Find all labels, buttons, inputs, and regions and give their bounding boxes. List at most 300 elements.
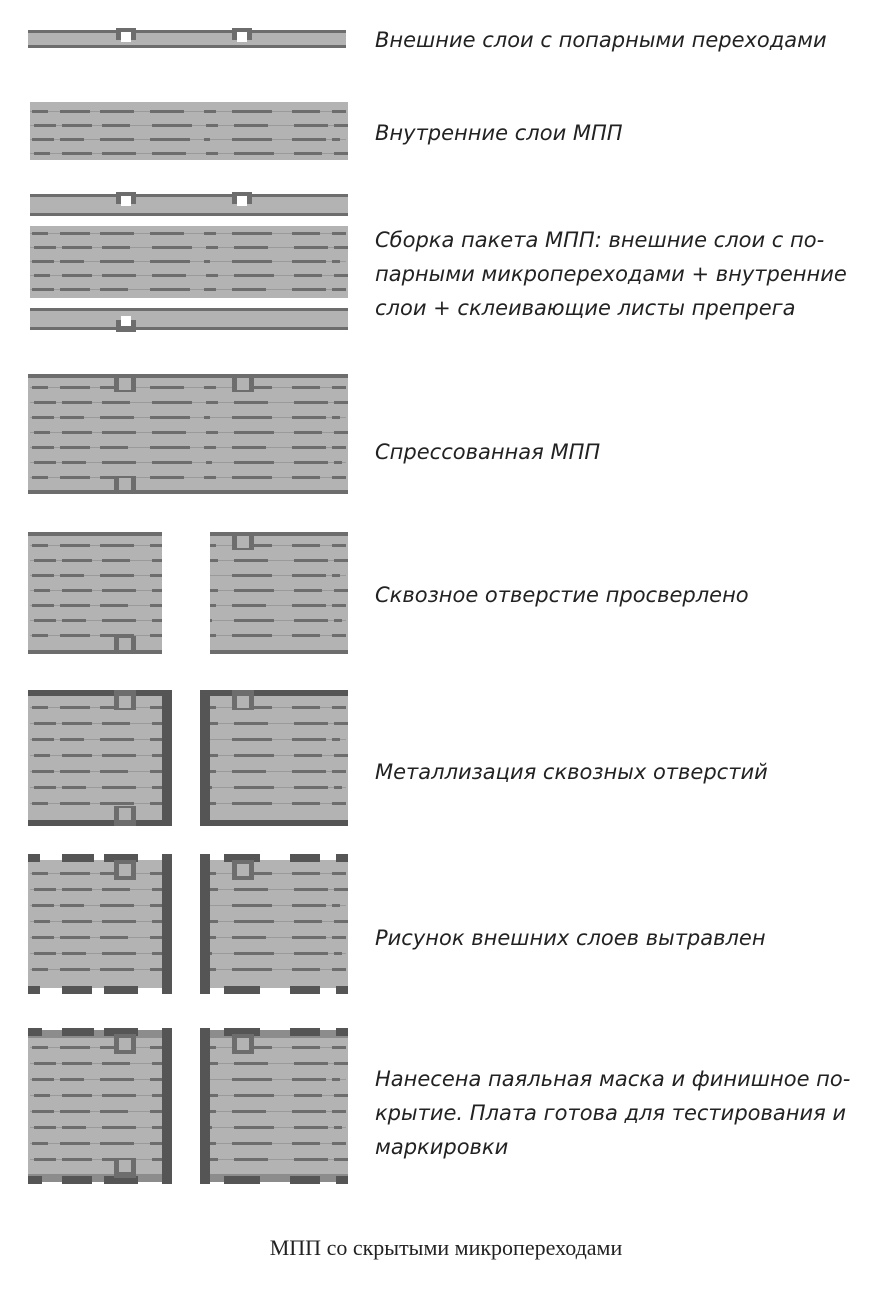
copper-trace [206,461,212,464]
copper-trace [232,1078,272,1081]
copper-trace [32,904,54,907]
copper-trace [60,476,90,479]
copper-trace [34,786,56,789]
copper-trace [206,152,218,155]
copper-trace [294,274,322,277]
copper-trace [60,968,90,971]
copper-trace [60,1046,90,1049]
copper-trace [334,1126,342,1129]
copper-trace [102,124,130,127]
copper-trace [292,232,320,235]
copper-trace [100,770,128,773]
stage-finished-diagram [0,1024,360,1188]
copper-trace [232,770,266,773]
copper-trace [100,904,134,907]
copper-trace [34,1158,56,1161]
drilled-hole [162,528,210,658]
copper-trace [60,574,84,577]
copper-trace [60,110,90,113]
copper-trace [232,232,272,235]
copper-trace [292,1110,326,1113]
copper-trace [294,888,328,891]
copper-trace [34,1094,50,1097]
copper-trace [100,802,134,805]
copper-trace [100,446,128,449]
copper-trace [234,786,274,789]
copper-trace [32,574,54,577]
copper-trace [334,401,348,404]
copper-trace [34,754,50,757]
copper-trace [34,152,50,155]
copper-trace [204,110,216,113]
copper-trace [206,401,218,404]
copper-trace [34,589,50,592]
copper-trace [34,401,56,404]
copper-trace [294,920,322,923]
copper-trace [32,770,54,773]
copper-trace [100,968,134,971]
copper-trace [234,619,274,622]
copper-trace [32,872,48,875]
copper-trace [62,920,92,923]
copper-trace [234,754,274,757]
copper-trace [150,232,184,235]
copper-trace [100,110,134,113]
copper-trace [152,461,192,464]
copper-trace [332,232,346,235]
copper-trace [150,386,184,389]
copper-trace [232,634,272,637]
copper-trace [34,920,50,923]
copper-trace [294,1094,322,1097]
copper-trace [334,1062,348,1065]
copper-trace [32,738,54,741]
copper-trace [294,246,328,249]
copper-trace [292,476,320,479]
copper-trace [332,604,346,607]
copper-trace [292,1078,326,1081]
copper-trace [32,1078,54,1081]
copper-trace [100,604,128,607]
copper-trace [234,431,274,434]
copper-trace [292,802,320,805]
copper-trace [334,559,348,562]
copper-trace [60,1110,90,1113]
stage-assembly-diagram [0,188,360,338]
copper-trace [150,110,184,113]
copper-trace [232,904,272,907]
copper-trace [292,288,326,291]
copper-trace [334,461,342,464]
copper-trace [102,754,136,757]
copper-trace [62,589,92,592]
plated-hole [172,690,200,826]
copper-trace [62,559,92,562]
copper-trace [334,124,348,127]
copper-trace [32,802,48,805]
copper-trace [60,936,90,939]
outer-layers-figure [0,22,360,56]
copper-trace [60,904,84,907]
copper-trace [292,110,320,113]
copper-trace [232,604,266,607]
stage-plated-label: Металлизация сквозных отверстий [375,760,768,784]
copper-trace [34,431,50,434]
copper-trace [292,634,320,637]
copper-trace [60,386,90,389]
copper-trace [32,936,54,939]
copper-trace [294,401,328,404]
copper-trace [32,544,48,547]
copper-trace [334,152,348,155]
copper-trace [34,124,56,127]
copper-trace [332,386,346,389]
stage-etched-diagram [0,852,360,996]
stage-pressed-diagram [0,368,360,500]
copper-trace [232,416,272,419]
copper-trace [292,968,320,971]
copper-trace [62,888,92,891]
copper-trace [152,246,192,249]
copper-trace [34,1126,56,1129]
copper-trace [332,634,346,637]
copper-trace [332,968,346,971]
copper-trace [34,888,56,891]
copper-trace [232,574,272,577]
copper-trace [232,936,266,939]
stage-pressed-label: Спрессованная МПП [375,440,601,464]
stage-drilled-label: Сквозное отверстие просверлено [375,583,749,607]
copper-trace [234,461,274,464]
copper-trace [292,738,326,741]
copper-trace [62,1062,92,1065]
copper-trace [32,288,54,291]
copper-trace [204,138,210,141]
copper-trace [62,124,92,127]
copper-trace [234,274,274,277]
copper-trace [102,1062,130,1065]
copper-trace [102,152,136,155]
copper-trace [332,260,340,263]
copper-trace [332,416,340,419]
copper-trace [204,288,216,291]
copper-trace [102,461,136,464]
copper-trace [234,152,274,155]
copper-trace [60,802,90,805]
stage-outer-label: Внешние слои с попарными переходами [375,28,827,52]
copper-trace [332,738,340,741]
stage-drilled-diagram [0,526,360,658]
copper-trace [150,288,190,291]
copper-trace [234,1126,274,1129]
copper-trace [32,110,48,113]
copper-trace [332,138,340,141]
copper-trace [100,936,128,939]
copper-trace [234,952,274,955]
copper-trace [102,722,130,725]
copper-trace [100,288,128,291]
copper-trace [60,544,90,547]
etched-figure [0,852,360,996]
copper-trace [334,722,348,725]
copper-trace [332,706,346,709]
copper-trace [204,446,216,449]
copper-trace [332,110,346,113]
copper-trace [332,802,346,805]
stage-outer-diagram [0,22,360,56]
copper-trace [234,1158,268,1161]
copper-trace [102,1126,136,1129]
copper-trace [60,706,90,709]
copper-trace [100,574,134,577]
copper-trace [232,968,272,971]
copper-trace [294,754,322,757]
copper-trace [294,1158,328,1161]
copper-trace [234,888,268,891]
finished-hole [172,1028,200,1184]
copper-trace [292,936,326,939]
copper-trace [32,476,48,479]
copper-trace [204,386,216,389]
copper-trace [150,446,190,449]
copper-trace [102,589,136,592]
copper-trace [150,138,190,141]
copper-trace [32,138,54,141]
copper-trace [32,1142,48,1145]
copper-trace [294,952,328,955]
copper-trace [294,124,328,127]
copper-trace [232,288,266,291]
copper-trace [60,232,90,235]
copper-trace [100,1078,134,1081]
copper-trace [334,619,342,622]
copper-trace [60,770,90,773]
copper-trace [102,1094,136,1097]
copper-trace [32,968,48,971]
copper-trace [334,431,348,434]
copper-trace [62,246,92,249]
copper-trace [100,738,134,741]
copper-trace [62,152,92,155]
copper-trace [32,1046,48,1049]
assembly-figure [0,188,360,338]
copper-trace [60,634,90,637]
copper-trace [292,260,326,263]
copper-trace [34,461,56,464]
copper-trace [294,431,322,434]
copper-trace [334,274,348,277]
copper-trace [152,401,192,404]
copper-trace [100,138,134,141]
copper-trace [294,786,328,789]
stage-inner-label: Внутренние слои МПП [375,121,623,145]
copper-trace [100,416,134,419]
copper-trace [32,416,54,419]
copper-trace [332,770,346,773]
copper-trace [100,1142,134,1145]
copper-trace [62,1126,86,1129]
copper-trace [62,952,86,955]
stage-finished-label: Нанесена паяльная маска и финишное по- крытие. Плата готова для тестирования и маркировки [375,1067,851,1159]
copper-trace [32,260,54,263]
copper-trace [334,589,348,592]
copper-trace [232,1110,266,1113]
copper-trace [332,1142,346,1145]
copper-trace [32,232,48,235]
copper-trace [232,138,272,141]
drilled-figure [0,526,360,658]
copper-trace [102,920,136,923]
copper-trace [102,619,136,622]
copper-trace [294,152,322,155]
copper-trace [234,1094,274,1097]
copper-trace [234,559,268,562]
copper-trace [332,288,346,291]
copper-trace [206,246,218,249]
copper-trace [334,920,348,923]
copper-trace [232,476,272,479]
copper-trace [204,416,210,419]
copper-trace [60,604,90,607]
copper-trace [334,246,348,249]
etched-hole [172,854,200,994]
copper-trace [62,619,86,622]
copper-trace [62,461,86,464]
copper-trace [332,544,346,547]
copper-trace [102,274,136,277]
copper-trace [32,706,48,709]
copper-trace [206,124,218,127]
copper-trace [204,476,216,479]
copper-trace [34,246,56,249]
copper-trace [60,288,90,291]
copper-trace [32,446,54,449]
copper-trace [62,754,92,757]
copper-trace [206,274,218,277]
copper-trace [234,124,268,127]
copper-trace [102,952,136,955]
copper-trace [62,1094,92,1097]
inner-layers-figure [0,92,360,170]
copper-trace [60,738,84,741]
copper-trace [62,274,92,277]
copper-trace [292,386,320,389]
copper-trace [102,401,130,404]
copper-trace [100,544,134,547]
stage-etched-label: Рисунок внешних слоев вытравлен [375,926,766,950]
copper-trace [232,802,272,805]
copper-trace [34,952,56,955]
copper-trace [234,589,274,592]
copper-trace [102,559,130,562]
copper-trace [294,589,322,592]
copper-trace [334,952,342,955]
copper-trace [332,936,346,939]
copper-trace [60,138,84,141]
copper-trace [232,110,272,113]
copper-trace [32,1110,54,1113]
plated-figure [0,686,360,832]
copper-trace [292,1046,320,1049]
copper-trace [292,872,320,875]
copper-trace [234,401,268,404]
copper-trace [294,559,328,562]
copper-trace [234,246,268,249]
copper-trace [62,431,92,434]
copper-trace [32,634,48,637]
copper-trace [150,476,184,479]
copper-trace [152,124,192,127]
copper-trace [232,1142,272,1145]
copper-trace [34,1062,56,1065]
copper-trace [34,274,50,277]
copper-trace [334,1094,348,1097]
copper-trace [292,770,326,773]
copper-trace [204,232,216,235]
copper-trace [292,604,326,607]
copper-trace [100,1110,128,1113]
copper-trace [332,872,346,875]
copper-trace [62,401,92,404]
copper-trace [332,904,340,907]
copper-trace [294,722,328,725]
copper-trace [232,446,266,449]
copper-trace [34,619,56,622]
copper-trace [292,416,326,419]
copper-trace [60,260,84,263]
copper-trace [292,1142,320,1145]
copper-trace [332,1078,340,1081]
copper-trace [294,461,328,464]
copper-trace [334,888,348,891]
pressed-figure [0,368,360,500]
copper-trace [292,138,326,141]
stage-plated-diagram [0,686,360,832]
copper-trace [152,274,186,277]
copper-trace [294,1126,328,1129]
copper-trace [60,1142,90,1145]
copper-trace [102,888,130,891]
stage-inner-diagram [0,92,360,170]
copper-trace [332,476,346,479]
copper-trace [100,232,134,235]
copper-trace [332,446,346,449]
figure-caption: МПП со скрытыми микропереходами [269,1235,623,1260]
copper-trace [150,260,190,263]
copper-trace [60,872,90,875]
copper-trace [334,754,348,757]
copper-trace [62,722,92,725]
copper-trace [234,1062,268,1065]
copper-trace [60,1078,84,1081]
copper-trace [206,431,218,434]
copper-trace [294,1062,328,1065]
copper-trace [102,246,130,249]
finished-figure [0,1024,360,1188]
copper-trace [334,786,342,789]
copper-trace [234,920,274,923]
copper-trace [232,260,272,263]
copper-trace [334,1158,348,1161]
copper-trace [332,1046,346,1049]
copper-trace [292,574,326,577]
copper-trace [294,619,328,622]
copper-trace [60,416,84,419]
copper-trace [152,431,186,434]
copper-trace [32,386,48,389]
copper-trace [332,1110,346,1113]
copper-trace [102,431,136,434]
